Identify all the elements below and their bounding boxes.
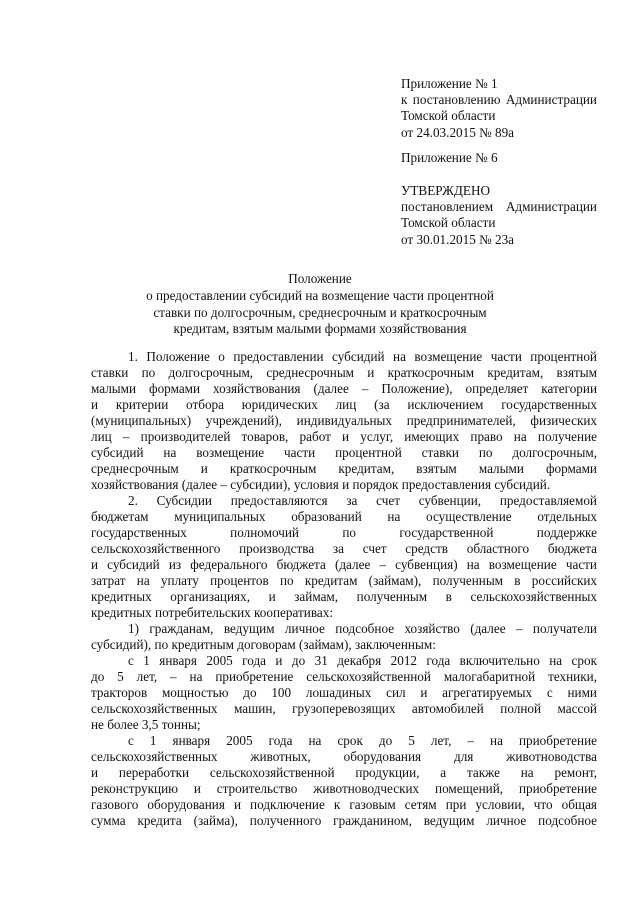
paragraph-line: с 1 января 2005 года и до 31 декабря 2012 года включительно на срок (128, 653, 597, 668)
paragraph-line: среднесрочным и краткосрочным кредитам, взятым малыми формами (91, 461, 597, 476)
attachment-header-1 (401, 76, 597, 141)
paragraph-line: 2. Субсидии предоставляются за счет субвенции, предоставляемой (128, 493, 597, 508)
paragraph-line: реконструкцию и строительство животноводческих помещений, приобретение (91, 781, 597, 796)
paragraph-line: затрат на уплату процентов по кредитам (займам), полученным в российских (91, 573, 597, 588)
header-line: постановлением Администрации (401, 199, 597, 215)
paragraph-line: кредитных организациях, и займам, полученным в сельскохозяйственных (91, 589, 597, 604)
paragraph-line: 1) гражданам, ведущим личное подсобное хозяйство (далее – получатели (128, 621, 597, 636)
header-line: Томской области (401, 108, 496, 124)
title-line: кредитам, взятым малыми формами хозяйствования (173, 321, 467, 337)
header-line: к постановлению Администрации (401, 92, 597, 108)
paragraph-line: и переработки сельскохозяйственной продукции, а также на ремонт, (91, 765, 597, 780)
approval-header (401, 183, 597, 248)
paragraph-line: до 5 лет, – на приобретение сельскохозяйственной малогабаритной техники, (91, 669, 597, 684)
paragraph-line: не более 3,5 тонны; (91, 717, 201, 732)
title-line: о предоставлении субсидий на возмещение части процентной (146, 287, 494, 303)
attachment-header-2 (401, 150, 597, 166)
paragraph-line: кредитных потребительских кооперативах: (91, 605, 333, 620)
paragraph-line: государственных полномочий по государственной поддержке (91, 525, 597, 540)
header-line: Приложение № 1 (401, 76, 498, 91)
paragraph-line: с 1 января 2005 года на срок до 5 лет, – на приобретение (128, 733, 597, 748)
title-line: Положение (288, 271, 352, 286)
paragraph-line: лиц – производителей товаров, работ и услуг, имеющих право на получение (91, 429, 597, 444)
paragraph-line: бюджетам муниципальных образований на осуществление отдельных (91, 509, 597, 524)
title-line: ставки по долгосрочным, среднесрочным и краткосрочным (153, 304, 487, 320)
document-title (110, 271, 530, 338)
paragraph-line: сельскохозяйственных машин, грузоперевозящих автомобилей полной массой (91, 701, 597, 716)
paragraph-line: тракторов мощностью до 100 лошадиных сил и агрегатируемых с ними (91, 685, 597, 700)
paragraph-line: сельскохозяйственных животных, оборудования для животноводства (91, 749, 597, 764)
paragraph-line: малыми формами хозяйствования (далее – Положение), определяет категории (91, 381, 597, 396)
header-line: УТВЕРЖДЕНО (401, 183, 491, 198)
paragraph-line: сумма кредита (займа), полученного гражданином, ведущим личное подсобное (91, 813, 597, 828)
paragraph-line: и субсидий из федерального бюджета (далее – субвенция) на возмещение части (91, 557, 597, 572)
header-line: от 24.03.2015 № 89а (401, 124, 515, 140)
paragraph-line: 1. Положение о предоставлении субсидий на возмещение части процентной (128, 349, 597, 364)
paragraph-line: хозяйствования (далее – субсидии), условия и порядок предоставления субсидий. (91, 477, 551, 492)
document-body (91, 349, 597, 829)
header-line: от 30.01.2015 № 23а (401, 231, 515, 247)
paragraph-line: субсидий на возмещение части процентной ставки по долгосрочным, (91, 445, 597, 460)
paragraph-line: субсидий), по кредитным договорам (займам), заключенным: (91, 637, 436, 652)
paragraph-line: сельскохозяйственного производства за счет средств областного бюджета (91, 541, 597, 556)
paragraph-line: (муниципальных) учреждений), индивидуальных предпринимателей, физических (91, 413, 597, 428)
paragraph-line: ставки по долгосрочным, среднесрочным и краткосрочным кредитам, взятым (91, 365, 597, 380)
paragraph-line: и критерии отбора юридических лиц (за исключением государственных (91, 397, 597, 412)
header-line: Приложение № 6 (401, 150, 498, 165)
header-line: Томской области (401, 215, 496, 231)
paragraph-line: газового оборудования и подключение к газовым сетям при условии, что общая (91, 797, 597, 812)
